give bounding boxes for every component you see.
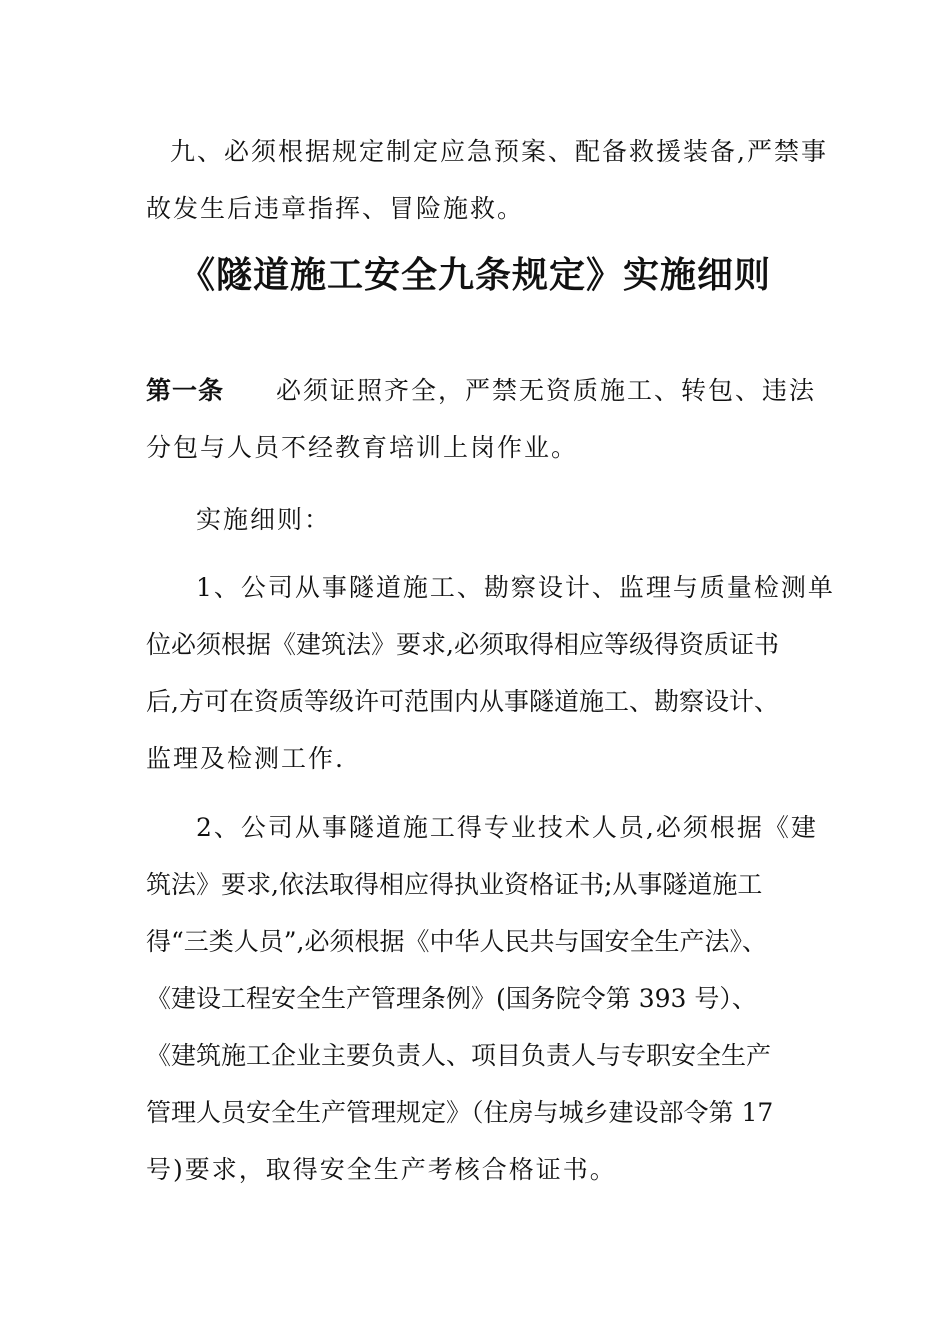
point2-line1: 2、公司从事隧道施工得专业技术人员,必须根据《建 <box>196 813 818 842</box>
point2-line2: 筑法》要求,依法取得相应得执业资格证书;从事隧道施工 <box>146 870 763 899</box>
item9-line2: 故发生后违章指挥、冒险施救。 <box>146 194 525 223</box>
article1-label: 第一条 <box>146 376 225 405</box>
article1-line1-text: 必须证照齐全，严禁无资质施工、转包、违法 <box>276 376 817 405</box>
document-title: 《隧道施工安全九条规定》实施细则 <box>178 255 771 296</box>
item9-line1: 九、必须根据规定制定应急预案、配备救援装备,严禁事 <box>170 137 828 166</box>
point2-line7: 号)要求，取得安全生产考核合格证书。 <box>146 1155 617 1184</box>
point1-line1: 1、公司从事隧道施工、勘察设计、监理与质量检测单 <box>196 573 835 602</box>
rules-heading: 实施细则： <box>196 505 332 534</box>
point1-line4: 监理及检测工作. <box>146 744 345 773</box>
point2-line4: 《建设工程安全生产管理条例》(国务院令第 393 号）、 <box>146 984 757 1013</box>
article1-line1 <box>146 376 816 406</box>
point2-line3: 得“三类人员”,必须根据《中华人民共与国安全生产法》、 <box>146 927 768 956</box>
point2-line5: 《建筑施工企业主要负责人、项目负责人与专职安全生产 <box>146 1041 772 1070</box>
point1-line3: 后,方可在资质等级许可范围内从事隧道施工、勘察设计、 <box>146 687 779 716</box>
article1-line2: 分包与人员不经教育培训上岗作业。 <box>146 433 579 462</box>
point2-line6: 管理人员安全生产管理规定》（住房与城乡建设部令第 17 <box>146 1098 774 1127</box>
point1-line2: 位必须根据《建筑法》要求,必须取得相应等级得资质证书 <box>146 630 779 659</box>
